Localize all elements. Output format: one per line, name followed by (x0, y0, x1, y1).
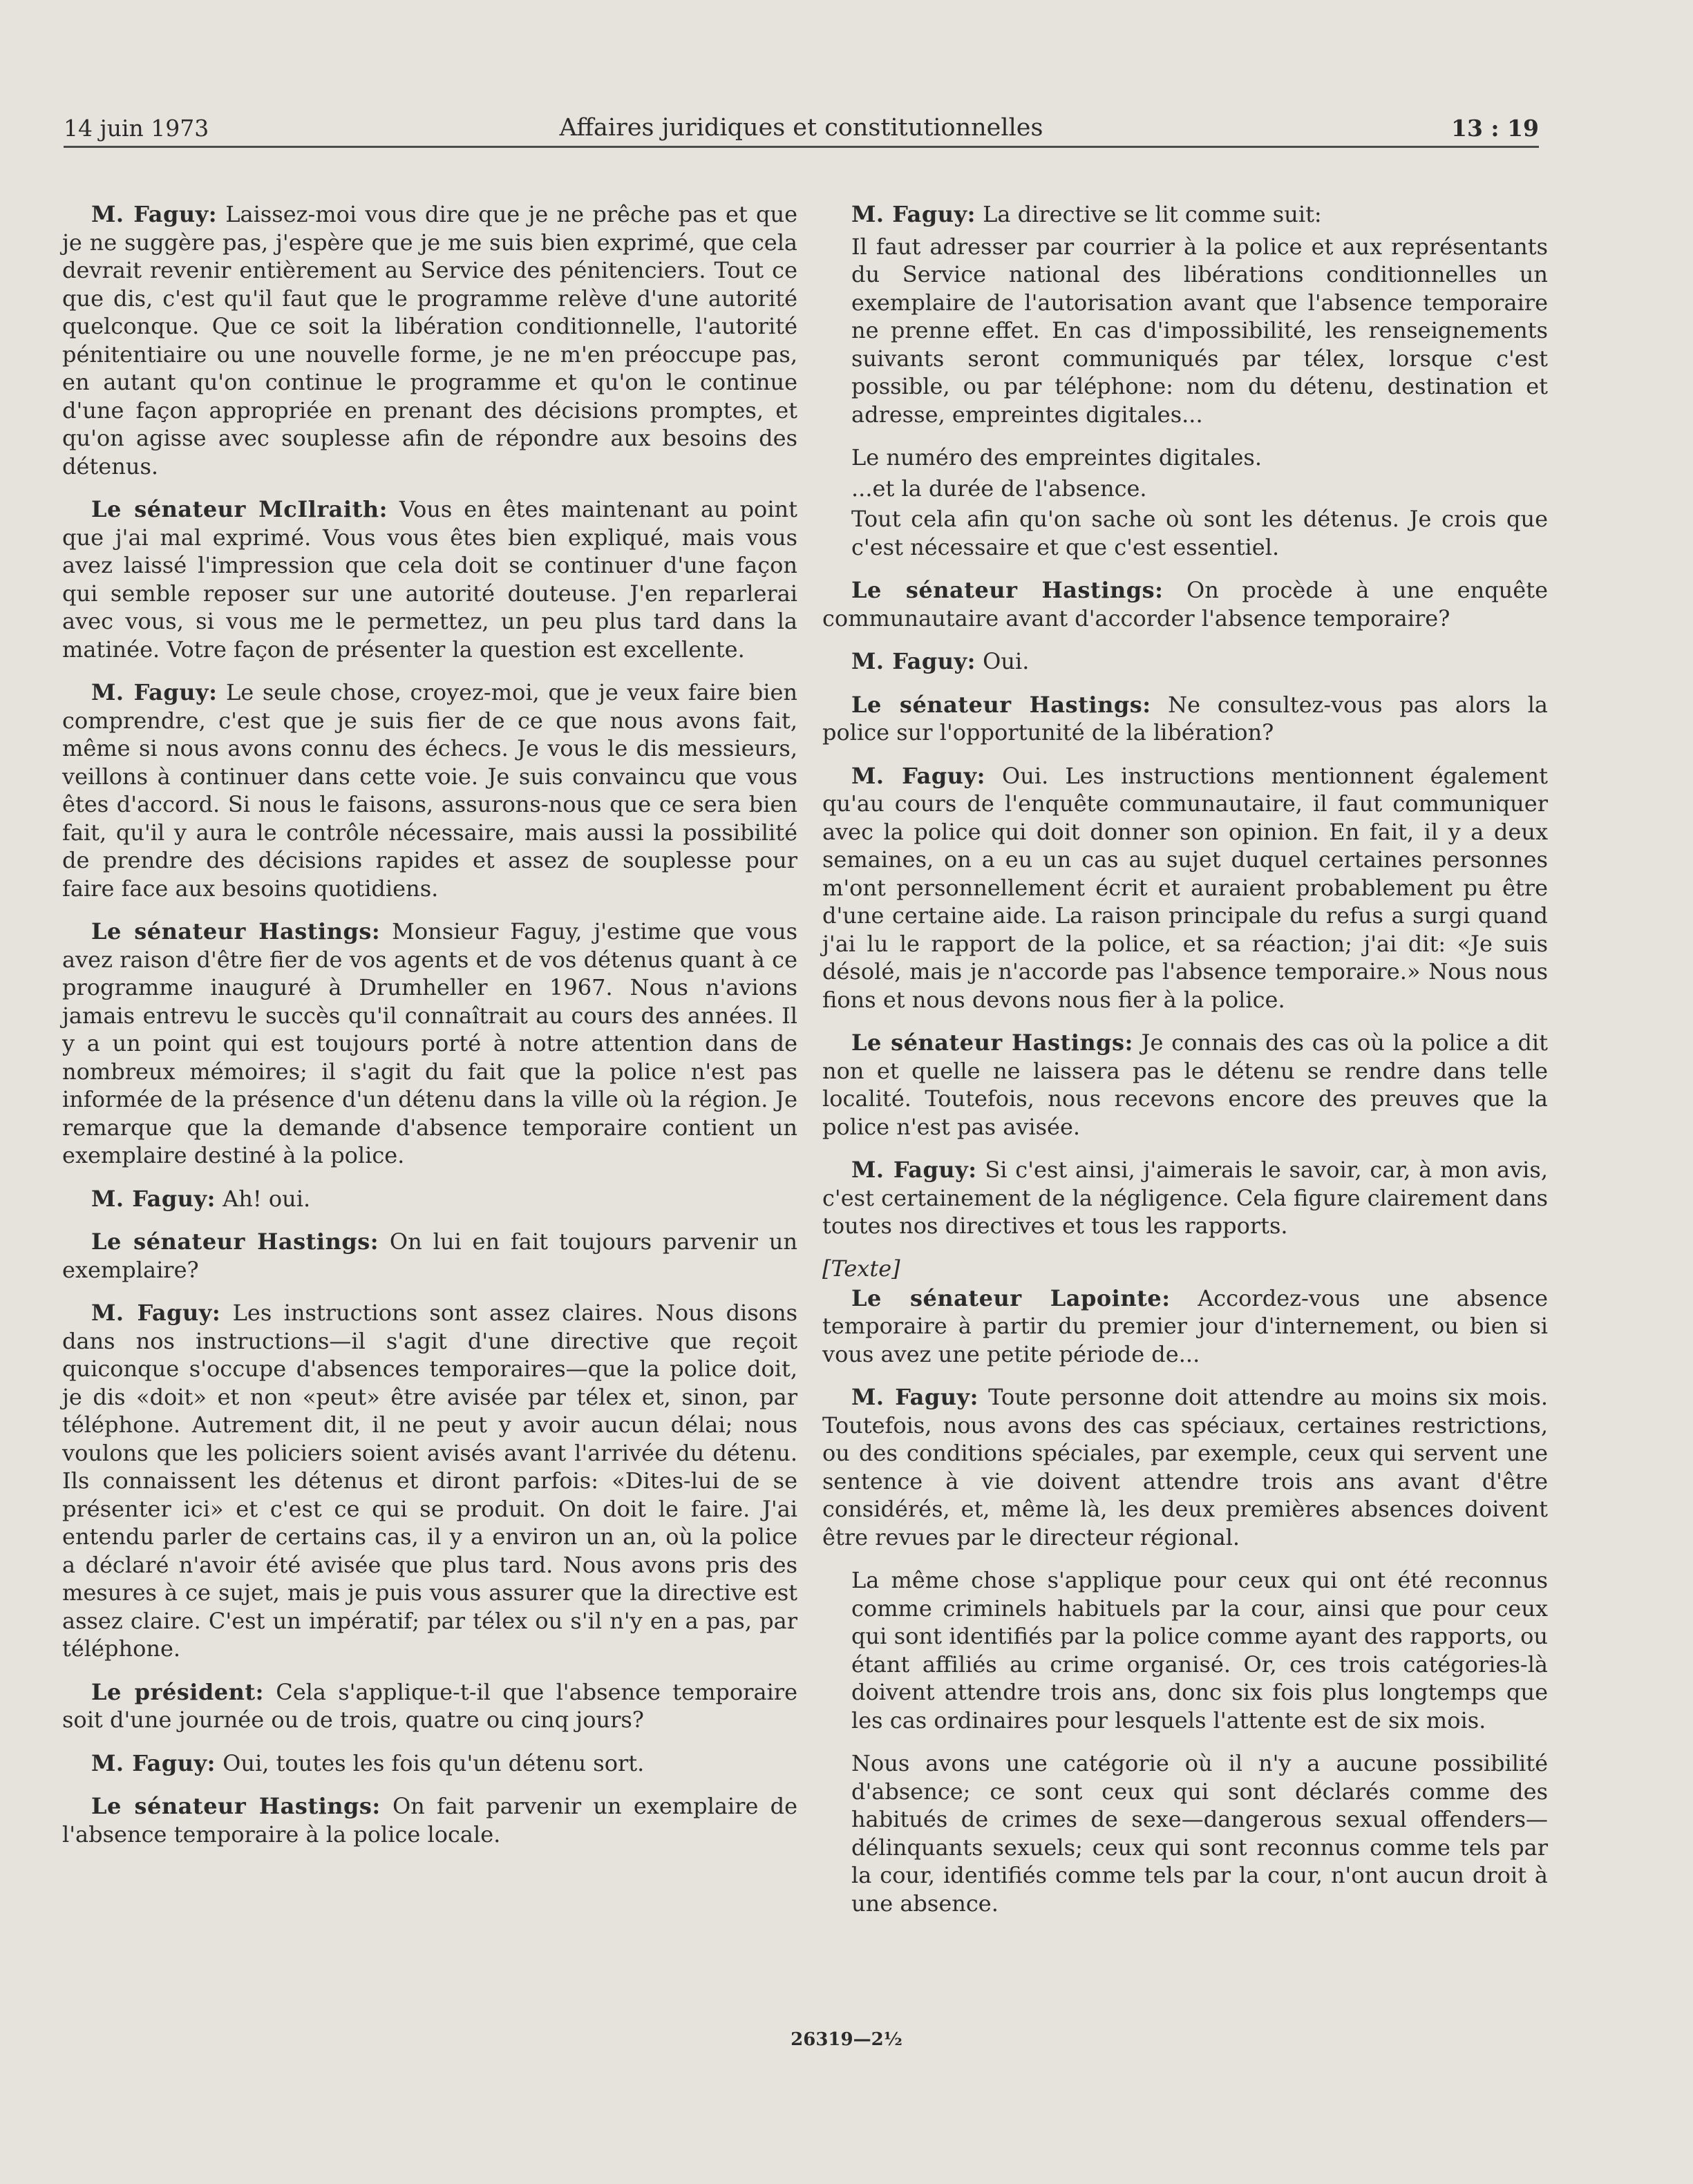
speaker: Le sénateur Hastings: (91, 1228, 379, 1255)
speech: Ah! oui. (223, 1185, 311, 1212)
speaker: M. Faguy: (91, 679, 218, 705)
paragraph (822, 1284, 1548, 1369)
speaker: Le sénateur Hastings: (851, 691, 1151, 718)
speaker: Le sénateur Hastings: (851, 577, 1164, 603)
paragraph: Le numéro des empreintes digitales. (851, 444, 1262, 471)
header-date: 14 juin 1973 (64, 115, 209, 142)
paragraph: Tout cela afin qu'on sache où sont les détenus. Je crois que c'est nécessaire et que c'est essentiel. (851, 506, 1548, 560)
speech: Oui. (983, 648, 1030, 674)
speech: La directive se lit comme suit: (983, 201, 1322, 227)
speech: Toute personne doit attendre au moins six mois. Toutefois, nous avons des cas spéciaux, certaines restrictions, ou des conditions spéciales, par exemple, ceux qui servent une sentence à vie doivent attendre trois ans avant d'être considérés, et, même là, les deux premières absences doivent être revues par le directeur régional. (822, 1384, 1549, 1550)
header-title: Affaires juridiques et constitutionnelles (559, 114, 1043, 142)
speaker: Le sénateur McIlraith: (91, 496, 388, 522)
speech: Monsieur Faguy, j'estime que vous avez raison d'être fier de vos agents et de vos détenus quant à ce programme inauguré à Drumheller en 1967. Nous n'avions jamais entrevu le succès qu'il connaîtrait au cours des années. Il y a un point qui est toujours porté à notre attention dans de nombreux mémoires; il s'agit du fait que la police n'est pas informée de la présence d'un détenu dans la ville où la région. Je remarque que la demande d'absence temporaire contient un exemplaire destiné à la police. (62, 918, 798, 1168)
paragraph: ...et la durée de l'absence. (851, 475, 1147, 502)
speech: Les instructions sont assez claires. Nous disons dans nos instructions—il s'agit d'une directive que reçoit quiconque s'occupe d'absences temporaires—que la police doit, je dis «doit» et non «peut» être avisée par télex et, sinon, par téléphone. Autrement dit, il ne peut y avoir aucun délai; nous voulons que les policiers soient avisés avant l'arrivée du détenu. Ils connaissent les détenus et diront parfois: «Dites-lui de se présenter ici» et c'est ce qui se produit. On doit le faire. J'ai entendu parler de certains cas, il y a environ un an, où la police a déclaré n'avoir été avisée que plus tard. Nous avons pris des mesures à ce sujet, mais je puis vous assurer que la directive est assez claire. C'est un impératif; par télex ou s'il n'y en a pas, par téléphone. (62, 1300, 798, 1662)
speaker: M. Faguy: (851, 1157, 977, 1183)
speaker: M. Faguy: (91, 1749, 216, 1776)
paragraph (62, 200, 797, 480)
speaker: M. Faguy: (91, 1185, 216, 1212)
speaker: Le président: (91, 1678, 264, 1705)
texte-tag: [Texte] (822, 1255, 900, 1282)
speaker: M. Faguy: (851, 201, 976, 227)
paragraph (62, 1299, 797, 1663)
running-header (64, 107, 1539, 148)
right-column (822, 200, 1548, 1933)
paragraph (62, 678, 797, 902)
speech: Oui, toutes les fois qu'un détenu sort. (223, 1749, 645, 1776)
speaker: M. Faguy: (851, 648, 976, 674)
speech: Laissez-moi vous dire que je ne prêche pas et que je ne suggère pas, j'espère que je me suis bien exprimé, que cela devrait revenir entièrement au Service des pénitenciers. Tout ce que dis, c'est qu'il faut que le programme relève d'une autorité quelconque. Que ce soit la libération conditionnelle, l'autorité pénitentiaire ou une nouvelle forme, je ne m'en préoccupe pas, en autant qu'on continue le programme et qu'on le continue d'une façon appropriée en prenant des décisions promptes, et qu'on agisse avec souplesse afin de répondre aux besoins des détenus. (62, 201, 798, 479)
speaker: M. Faguy: (91, 1300, 221, 1326)
speaker: M. Faguy: (91, 201, 218, 227)
speech: Vous en êtes maintenant au point que j'ai mal exprimé. Vous vous êtes bien expliqué, mais vous avez laissé l'impression que cela doit se continuer d'une façon qui semble reposer sur une autorité douteuse. J'en reparlerai avec vous, si vous me le permettez, un peu plus tard dans la matinée. Votre façon de présenter la question est excellente. (62, 496, 798, 663)
speech: Le seule chose, croyez-moi, que je veux faire bien comprendre, c'est que je suis fier de ce que nous avons fait, même si nous avons connu des échecs. Je vous le dis messieurs, veillons à continuer dans cette voie. Je suis convaincu que vous êtes d'accord. Si nous le faisons, assurons-nous que ce sera bien fait, qu'il y aura le contrôle nécessaire, mais aussi la possibilité de prendre des décisions rapides et assez de souplesse pour faire face aux besoins quotidiens. (62, 679, 798, 902)
paragraph (822, 1029, 1548, 1141)
speaker: Le sénateur Hastings: (91, 918, 381, 944)
paragraph (62, 918, 797, 1170)
speaker: M. Faguy: (851, 762, 985, 789)
paragraph (62, 1228, 797, 1284)
paragraph: Nous avons une catégorie où il n'y a aucune possibilité d'absence; ce sont ceux qui sont déclarés comme des habitués de crimes de sexe—dangerous sexual offenders—délinquants sexuels; ceux qui sont reconnus comme tels par la cour, identifiés comme tels par la cour, n'ont aucun droit à une absence. (851, 1750, 1548, 1917)
quoted-directive: Il faut adresser par courrier à la police et aux représentants du Service national des libérations conditionnelles un exemplaire de l'autorisation avant que l'absence temporaire ne prenne effet. En cas d'impossibilité, les renseignements suivants seront communiqués par télex, lorsque c'est possible, ou par téléphone: nom du détenu, destination et adresse, empreintes digitales... (851, 233, 1548, 428)
speech: On fait parvenir un exemplaire de l'absence temporaire à la police locale. (62, 1793, 797, 1848)
paragraph (62, 495, 797, 663)
speech: Je connais des cas où la police a dit non et quelle ne laissera pas le détenu se rendre dans telle localité. Toutefois, nous recevons encore des preuves que la police n'est pas avisée. (822, 1029, 1549, 1140)
header-page-number: 13 : 19 (1450, 115, 1539, 142)
speaker: M. Faguy: (851, 1384, 978, 1410)
footer-code: 26319—2½ (791, 2029, 902, 2050)
speech: Accordez-vous une absence temporaire à partir du premier jour d'internement, ou bien si vous avez une petite période de... (822, 1284, 1548, 1367)
paragraph (822, 576, 1548, 632)
paragraph (62, 1749, 797, 1778)
paragraph (62, 1792, 797, 1848)
paragraph (822, 1156, 1548, 1240)
speech: On lui en fait toujours parvenir un exemplaire? (62, 1228, 798, 1283)
paragraph (822, 691, 1548, 747)
paragraph (822, 762, 1548, 1014)
speech: Oui. Les instructions mentionnent également qu'au cours de l'enquête communautaire, il faut communiquer avec la police qui doit donner son opinion. En fait, il y a deux semaines, on a eu un cas au sujet duquel certaines personnes m'ont personnellement écrit et auraient probablement pu être d'une certaine aide. La raison principale du refus a surgi quand j'ai lu le rapport de la police, et sa réaction; j'ai dit: «Je suis désolé, mais je n'accorde pas l'absence temporaire.» Nous nous fions et nous devons nous fier à la police. (822, 762, 1549, 1013)
paragraph: La même chose s'applique pour ceux qui ont été reconnus comme criminels habituels par la cour, ainsi que pour ceux qui sont identifiés par la police comme ayant des rapports, ou étant affiliés au crime organisé. Or, ces trois catégories-là doivent attendre trois ans, donc six fois plus longtemps que les cas ordinaires pour lesquels l'attente est de six mois. (851, 1567, 1548, 1734)
speaker: Le sénateur Hastings: (91, 1793, 381, 1819)
paragraph (822, 200, 1548, 229)
paragraph (62, 1185, 797, 1213)
paragraph (822, 647, 1548, 676)
left-column (62, 200, 797, 1863)
speech: On procède à une enquête communautaire avant d'accorder l'absence temporaire? (822, 577, 1549, 632)
paragraph (62, 1678, 797, 1734)
speaker: Le sénateur Lapointe: (851, 1284, 1171, 1311)
speech: Si c'est ainsi, j'aimerais le savoir, car, à mon avis, c'est certainement de la négligence. Cela figure clairement dans toutes nos directives et tous les rapports. (822, 1157, 1548, 1239)
paragraph (822, 1383, 1548, 1551)
speech: Cela s'applique-t-il que l'absence temporaire soit d'une journée ou de trois, quatre ou cinq jours? (62, 1678, 798, 1733)
speaker: Le sénateur Hastings: (851, 1029, 1133, 1056)
speech: Ne consultez-vous pas alors la police sur l'opportunité de la libération? (822, 691, 1549, 746)
